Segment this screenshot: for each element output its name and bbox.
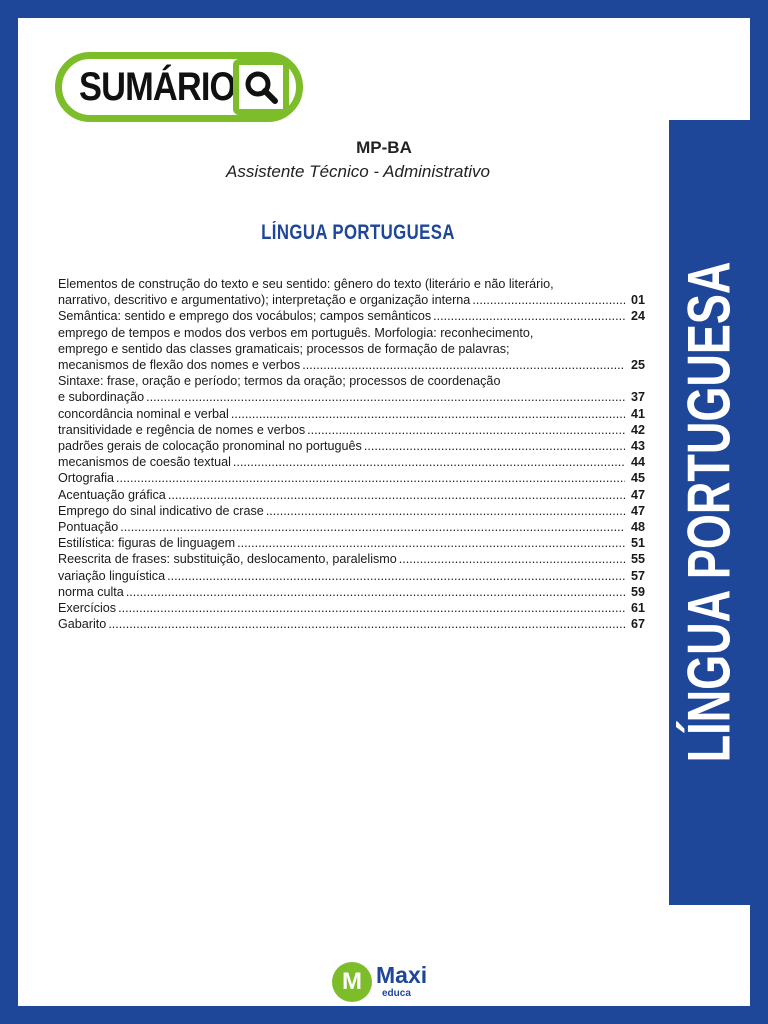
toc-entry <box>58 470 645 486</box>
toc-entry-line: Elementos de construção do texto e seu sentido: gênero do texto (literário e não literário, <box>58 277 554 291</box>
toc-entry-row <box>58 406 645 422</box>
dot-leader <box>399 551 625 567</box>
magnifier-icon <box>233 59 289 115</box>
toc-entry-row <box>58 357 645 373</box>
toc-entry <box>58 325 645 374</box>
toc-page-number: 37 <box>630 390 645 405</box>
toc-entry-line: Sintaxe: frase, oração e período; termos da oração; processos de coordenação <box>58 374 501 389</box>
dot-leader <box>126 584 625 600</box>
toc-entry <box>58 422 645 438</box>
toc-entry-text: variação linguística <box>58 568 166 583</box>
toc-entry-line: emprego de tempos e modos dos verbos em português. Morfologia: reconhecimento, <box>58 325 534 340</box>
dot-leader <box>364 438 625 454</box>
toc-entry-row <box>58 438 645 454</box>
maxi-educa-logo <box>332 960 442 1002</box>
toc-entry <box>58 276 645 308</box>
toc-page-number: 51 <box>630 536 645 551</box>
toc-entry-text: concordância nominal e verbal <box>58 406 229 421</box>
brand-name: Maxi <box>376 962 428 988</box>
dot-leader <box>472 292 625 308</box>
toc-entry-text: Ortografia <box>58 471 114 486</box>
toc-page-number: 41 <box>630 406 645 421</box>
dot-leader <box>168 487 625 503</box>
toc-entry <box>58 584 645 600</box>
toc-entry-row <box>58 422 645 438</box>
toc-entry <box>58 406 645 422</box>
toc-page-number: 42 <box>630 422 645 437</box>
dot-leader <box>302 357 625 373</box>
dot-leader <box>266 503 625 519</box>
toc-entry <box>58 568 645 584</box>
side-label-text: LÍNGUA PORTUGUESA <box>675 261 743 763</box>
toc-entry <box>58 503 645 519</box>
role-subtitle: Assistente Técnico - Administrativo <box>226 162 490 181</box>
toc-entry-text: Reescrita de frases: substituição, deslocamento, paralelismo <box>58 552 397 567</box>
toc-entry-text: transitividade e regência de nomes e verbos <box>58 422 306 437</box>
toc-entry-text: Acentuação gráfica <box>58 487 166 502</box>
logo-mark: M <box>342 968 362 995</box>
toc-entry-row <box>58 389 645 405</box>
toc-entry-text: e subordinação <box>58 390 145 405</box>
toc-entry-text: Pontuação <box>58 520 119 535</box>
toc-entry-text: narrativo, descritivo e argumentativo); interpretação e organização interna <box>58 293 471 308</box>
brand-sub: educa <box>382 988 411 999</box>
toc-entry <box>58 519 645 535</box>
toc-page-number: 47 <box>630 503 645 518</box>
toc-entry <box>58 454 645 470</box>
toc-entry-row <box>58 454 645 470</box>
toc-entry-text: Exercícios <box>58 601 117 616</box>
toc-entry-row <box>58 600 645 616</box>
toc-entry-line: emprego e sentido das classes gramaticais; processos de formação de palavras; <box>58 341 510 356</box>
logo-text: SUMÁRIO <box>79 65 236 109</box>
toc-entry <box>58 535 645 551</box>
toc-page-number: 44 <box>630 455 645 470</box>
toc-page-number: 55 <box>630 552 645 567</box>
toc-entry-text: norma culta <box>58 584 124 599</box>
table-of-contents <box>58 276 645 632</box>
toc-entry-row <box>58 519 645 535</box>
dot-leader <box>233 454 625 470</box>
toc-entry-row <box>58 535 645 551</box>
org-title: MP-BA <box>356 138 412 157</box>
toc-entry-row <box>58 616 645 632</box>
toc-entry-row <box>58 470 645 486</box>
toc-entry-row <box>58 503 645 519</box>
toc-entry <box>58 551 645 567</box>
toc-page-number: 43 <box>630 439 645 454</box>
toc-page-number: 57 <box>630 568 645 583</box>
dot-leader <box>167 568 625 584</box>
toc-page-number: 48 <box>630 520 645 535</box>
toc-entry-text: Emprego do sinal indicativo de crase <box>58 503 264 518</box>
toc-entry <box>58 373 645 405</box>
dot-leader <box>433 308 625 324</box>
toc-entry <box>58 600 645 616</box>
toc-page-number: 25 <box>630 358 645 373</box>
toc-entry <box>58 616 645 632</box>
section-title: LÍNGUA PORTUGUESA <box>261 221 455 244</box>
dot-leader <box>307 422 625 438</box>
toc-page-number: 45 <box>630 471 645 486</box>
toc-entry-row <box>58 292 645 308</box>
dot-leader <box>116 470 625 486</box>
dot-leader <box>146 389 625 405</box>
dot-leader <box>120 519 625 535</box>
toc-entry <box>58 308 645 324</box>
dot-leader <box>237 535 625 551</box>
toc-entry-row <box>58 308 645 324</box>
toc-entry-text: mecanismos de flexão dos nomes e verbos <box>58 358 301 373</box>
dot-leader <box>231 406 625 422</box>
toc-page-number: 59 <box>630 584 645 599</box>
toc-entry-text: padrões gerais de colocação pronominal no português <box>58 439 362 454</box>
toc-entry-text: Estilística: figuras de linguagem <box>58 536 236 551</box>
toc-page-number: 01 <box>630 293 645 308</box>
toc-entry-row <box>58 551 645 567</box>
toc-entry-row <box>58 568 645 584</box>
side-label <box>675 178 744 846</box>
toc-entry <box>58 438 645 454</box>
toc-page-number: 67 <box>630 617 645 632</box>
toc-entry-row <box>58 584 645 600</box>
toc-page-number: 61 <box>630 601 645 616</box>
toc-entry <box>58 487 645 503</box>
toc-entry-row <box>58 487 645 503</box>
toc-entry-text: mecanismos de coesão textual <box>58 455 231 470</box>
dot-leader <box>118 600 625 616</box>
toc-page-number: 24 <box>630 309 645 324</box>
toc-entry-text: Gabarito <box>58 617 107 632</box>
toc-page-number: 47 <box>630 487 645 502</box>
dot-leader <box>108 616 625 632</box>
toc-entry-text: Semântica: sentido e emprego dos vocábulos; campos semânticos <box>58 309 432 324</box>
summary-logo <box>55 52 310 128</box>
